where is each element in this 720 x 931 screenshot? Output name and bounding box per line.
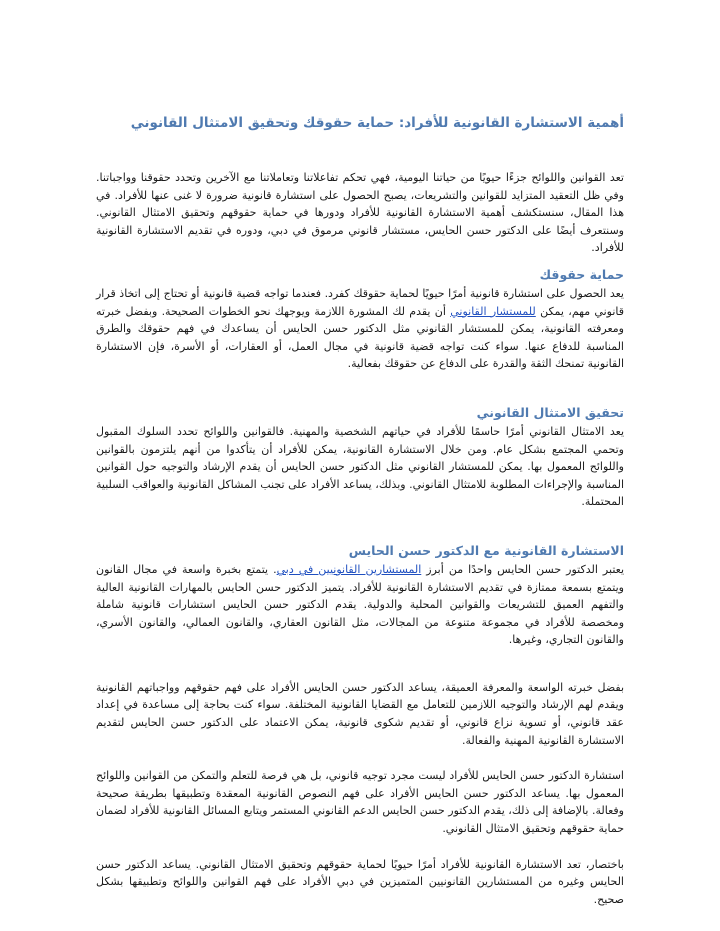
article-title: أهمية الاستشارة القانونية للأفراد: حماية حقوقك وتحقيق الامتثال القانوني xyxy=(130,115,624,131)
expertise-paragraph: بفضل خبرته الواسعة والمعرفة العميقة، يساعد الدكتور حسن الحايس الأفراد على فهم حقوقهم وواجباتهم القانونية ويقدم لهم الإرشاد والتوجيه اللازمين للتعامل مع القضايا القانونية المختلفة. سواء كنت بحاجة إلى مساعدة في إعداد عقد قانوني، أو تسوية نزاع قانوني، أو تقديم شكوى قانونية، يمكن الاعتماد على الدكتور حسن الحايس لتقديم الاستشارة القانونية المهنية والفعالة. xyxy=(96,680,624,747)
paragraph-text: يعتبر الدكتور حسن الحايس واحدًا من أبرز xyxy=(421,562,625,576)
dubai-legal-advisors-link[interactable]: المستشارين القانونيين في دبي xyxy=(276,562,422,576)
learning-paragraph: استشارة الدكتور حسن الحايس للأفراد ليست مجرد توجيه قانوني، بل هي فرصة للتعلم والتمكن من القوانين واللوائح المعمول بها. يساعد الدكتور حسن الحايس الأفراد على فهم النصوص القانونية المعقدة وتطبيقها بطريقة صحيحة وفعالة. بالإضافة إلى ذلك، يقدم الدكتور حسن الحايس الدعم القانوني المستمر ويتابع المسائل القانونية للأفراد لضمان حماية حقوقهم وتحقيق الامتثال القانوني. xyxy=(96,769,624,836)
conclusion-paragraph: باختصار، تعد الاستشارة القانونية للأفراد أمرًا حيويًا لحماية حقوقهم وتحقيق الامتثال القانوني. يساعد الدكتور حسن الحايس وغيره من المستشارين القانونيين المتميزين في دبي الأفراد على فهم القوانين واللوائح وتطبيقها بشكل صحيح. xyxy=(96,857,624,906)
section-heading-consultation: الاستشارة القانونية مع الدكتور حسن الحايس xyxy=(348,542,624,558)
paragraph-text: أن يقدم لك المشورة اللازمة ويوجهك نحو الخطوات الصحيحة. وبفضل خبرته ومعرفته القانونية، يمكن للمستشار القانوني مثل الدكتور حسن الحايس أن يساعدك في فهم حقوقك والطرق المناسبة للدفاع عنها. سواء كنت تواجه قضية قانونية في مجال العمل، أو العقارات، أو الأسرة، فإن الاستشارة القانونية تمنحك الثقة والقدرة على الدفاع عن حقوقك بفعالية. xyxy=(96,304,624,371)
section-protect-rights-paragraph xyxy=(96,285,624,373)
legal-advisor-link[interactable]: للمستشار القانوني xyxy=(450,304,536,318)
section-heading-protect-rights: حماية حقوقك xyxy=(539,266,624,282)
section-heading-compliance: تحقيق الامتثال القانوني xyxy=(476,404,624,420)
paragraph-text: يعد الحصول على استشارة قانونية أمرًا حيويًا لحماية حقوقك كفرد. فعندما تواجه قضية قانونية أو تحتاج إلى اتخاذ قرار قانوني مهم، يمكن xyxy=(96,286,624,318)
paragraph-text: . يتمتع بخبرة واسعة في مجال القانون ويتمتع بسمعة ممتازة في تقديم الاستشارة القانونية للأفراد. يتميز الدكتور حسن الحايس بالمهارات القانونية العالية والتفهم العميق للتشريعات والقوانين المحلية والدولية. يقدم الدكتور حسن الحايس استشارات قانونية شاملة ومخصصة للأفراد في مجموعة متنوعة من المجالات، مثل القانون العقاري، والقانون العمالي، والقانون الأسري، والقانون التجاري، وغيرها. xyxy=(96,562,624,647)
intro-paragraph: تعد القوانين واللوائح جزءًا حيويًا من حياتنا اليومية، فهي تحكم تفاعلاتنا وتعاملاتنا مع الآخرين وتحدد حقوقنا وواجباتنا. وفي ظل التعقيد المتزايد للقوانين والتشريعات، يصبح الحصول على استشارة قانونية ضرورة لا غنى عنها للأفراد. في هذا المقال، سنستكشف أهمية الاستشارة القانونية للأفراد ودورها في حماية حقوقهم وتحقيق الامتثال القانوني. وسنتعرف أيضًا على الدكتور حسن الحايس، مستشار قانوني مرموق في دبي، ودوره في تقديم الاستشارة القانونية للأفراد. xyxy=(96,171,624,255)
section-consultation-paragraph xyxy=(96,561,624,649)
section-compliance-paragraph: يعد الامتثال القانوني أمرًا حاسمًا للأفراد في حياتهم الشخصية والمهنية. فالقوانين واللوائح تحدد السلوك المقبول وتحمي المجتمع بشكل عام. ومن خلال الاستشارة القانونية، يمكن للأفراد أن يتأكدوا من أنهم يلتزمون بالقوانين واللوائح المعمول بها. يمكن للمستشار القانوني مثل الدكتور حسن الحايس أن يقدم الإرشاد والتوجيه حول القوانين المناسبة والإجراءات المطلوبة للامتثال القانوني. وبذلك، يساعد الأفراد على تجنب المشاكل القانونية والعواقب السلبية المحتملة. xyxy=(96,424,624,509)
